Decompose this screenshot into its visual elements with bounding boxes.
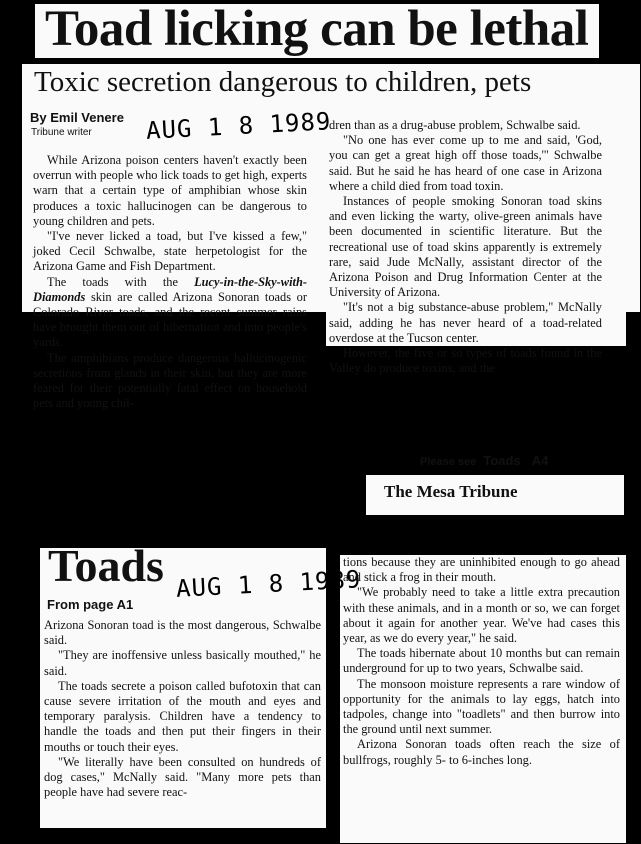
paragraph: "No one has ever come up to me and said, 'God, you can get a great high off those toads,'" Schwalbe said. But he said he has heard of one case in Arizona where a child died from toad toxin. (329, 133, 602, 193)
jump-word: Toads (483, 453, 521, 468)
paragraph: tions because they are uninhibited enough to go ahead and stick a frog in their mouth. (343, 555, 620, 585)
article1-column-2 (329, 118, 602, 376)
headline-clipping (33, 2, 601, 60)
paragraph: dren than as a drug-abuse problem, Schwalbe said. (329, 118, 581, 132)
subheadline: Toxic secretion dangerous to children, pets (34, 66, 532, 98)
main-headline: Toad licking can be lethal (45, 1, 589, 57)
paragraph: "They are inoffensive unless basically mouthed," he said. (44, 648, 321, 678)
jump-text: Please see (420, 456, 477, 468)
byline: By Emil Venere (30, 110, 124, 125)
jump-page: A4 (531, 453, 549, 468)
paragraph: The monsoon moisture represents a rare window of opportunity for the animals to lay eggs, hatch into tadpoles, change into "toadlets" and then burrow into the ground until next summer. (343, 676, 620, 737)
paragraph: "We probably need to take a little extra precaution with these animals, and in a month or so, we can forget about it again for another year. We've had cases this year, as we do every year," he said. (343, 585, 620, 646)
paragraph: Arizona Sonoran toad is the most dangerous, Schwalbe said. (44, 618, 321, 648)
from-page-label: From page A1 (47, 597, 134, 612)
paragraph-text: The toads with the (47, 274, 178, 289)
paragraph: The toads secrete a poison called bufotoxin that can cause severe irritation of the mouth and eyes and temporary paralysis. Children have a tendency to handle the toads and then put their fingers in their mouths or touch their eyes. (44, 678, 321, 754)
paragraph: "I've never licked a toad, but I've kissed a few," joked Cecil Schwalbe, state herpetologist for the Arizona Game and Fish Department. (33, 229, 307, 274)
article1-column-1 (33, 153, 307, 411)
source-label: The Mesa Tribune (384, 482, 518, 501)
paragraph: "We literally have been consulted on hundreds of dog cases," McNally said. "Many more pets than people have had severe reac- (44, 754, 321, 800)
paragraph: Arizona Sonoran toads often reach the size of bullfrogs, roughly 5- to 6-inches long. (343, 737, 620, 767)
paragraph: While Arizona poison centers haven't exactly been overrun with people who lick toads to get high, experts warn that a certain type of amphibian whose skin produces a toxic hallucinogen can be dangerous to young children and pets. (33, 153, 307, 228)
paragraph: Instances of people smoking Sonoran toad skins and even licking the warty, olive-green animals have been documented in scientific literature. But the recreational use of toad skins apparently is extremely rare, said Jude McNally, assistant director of the Arizona Poison and Drug Information Center at the University of Arizona. (329, 194, 602, 300)
continuation-headline: Toads (48, 540, 164, 591)
byline-role: Tribune writer (31, 127, 92, 138)
paragraph-text: skin are called Arizona Sonoran toads or Colorado River toads, and the recent summer rains have brought them out of hibernation and into people's yards. (33, 289, 307, 350)
paragraph: However, the five or so types of toads found in the Valley do produce toxins, and the (329, 346, 602, 376)
date-stamp-2: AUG 1 8 1989 (175, 565, 362, 603)
article2-column-1 (44, 618, 321, 800)
jump-line (420, 453, 548, 468)
paragraph: The toads hibernate about 10 months but can remain underground for up to two years, Schwalbe said. (343, 646, 620, 676)
italic-phrase: Lucy-in-the-Sky-with-Diamonds (33, 274, 307, 304)
paragraph: "It's not a big substance-abuse problem," McNally said, adding he has never heard of a toad-related overdose at the Tucson center. (329, 300, 602, 345)
date-stamp-1: AUG 1 8 1989 (145, 107, 332, 145)
article2-column-2 (343, 555, 620, 768)
paragraph (33, 275, 307, 351)
paragraph: The amphibians produce dangerous hallucinogenic secretions from glands in their skin, but they are more feared for their potentially fatal effect on household pets and young chil- (33, 350, 307, 411)
